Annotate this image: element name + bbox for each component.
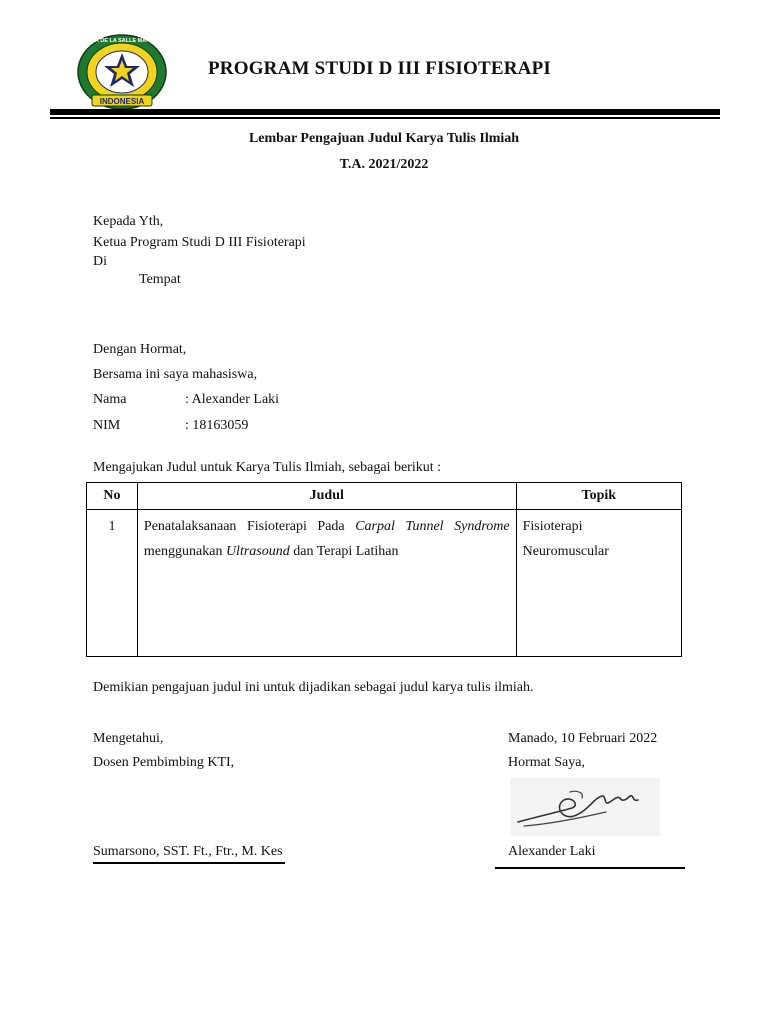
academic-year: T.A. 2021/2022 <box>339 157 429 172</box>
recipient-line-4: Tempat <box>139 272 181 287</box>
handwritten-signature <box>510 778 660 836</box>
student-signature-line <box>495 867 685 869</box>
recipient-line-3: Di <box>93 254 107 269</box>
greeting: Dengan Hormat, <box>93 342 187 357</box>
judul-italic-2: Ultrasound <box>225 544 290 559</box>
judul-text-1: Penatalaksanaan Fisioterapi Pada <box>143 519 356 534</box>
recipient-line-1: Kepada Yth, <box>93 214 164 229</box>
logo-text-bottom: INDONESIA <box>99 97 145 106</box>
cell-judul <box>137 510 516 657</box>
logo-text-top: UNIKA DE LA SALLE MANADO <box>81 38 163 44</box>
left-sign-line-1: Mengetahui, <box>93 731 164 746</box>
intro-line: Bersama ini saya mahasiswa, <box>93 367 258 382</box>
judul-text-3: dan Terapi Latihan <box>289 544 399 559</box>
advisor-name: Sumarsono, SST. Ft., Ftr., M. Kes <box>93 844 283 859</box>
header-rule-thick <box>50 109 720 115</box>
judul-italic-1: Carpal Tunnel Syndrome <box>355 519 510 534</box>
nim-label: NIM <box>93 418 121 433</box>
cell-no: 1 <box>87 510 138 657</box>
document-heading: Lembar Pengajuan Judul Karya Tulis Ilmiah <box>248 131 520 146</box>
cell-topik <box>516 510 681 657</box>
name-label: Nama <box>93 392 127 407</box>
table-row <box>87 510 682 657</box>
table-header-row <box>87 483 682 510</box>
nim-value: : 18163059 <box>185 418 249 433</box>
judul-text-2: menggunakan <box>143 544 226 559</box>
closing-statement: Demikian pengajuan judul ini untuk dijadikan sebagai judul karya tulis ilmiah. <box>93 680 534 695</box>
program-title: PROGRAM STUDI D III FISIOTERAPI <box>208 58 551 79</box>
header-topik: Topik <box>516 483 681 510</box>
recipient-line-2: Ketua Program Studi D III Fisioterapi <box>93 235 306 250</box>
header-no: No <box>87 483 138 510</box>
title-table <box>86 482 682 657</box>
place-date: Manado, 10 Februari 2022 <box>508 731 658 746</box>
advisor-signature-line <box>93 862 285 864</box>
topik-line-1: Fisioterapi <box>522 519 583 534</box>
name-value: : Alexander Laki <box>185 392 280 407</box>
university-logo <box>76 33 168 111</box>
left-sign-line-2: Dosen Pembimbing KTI, <box>93 755 235 770</box>
submission-line: Mengajukan Judul untuk Karya Tulis Ilmiah, sebagai berikut : <box>93 460 442 475</box>
topik-line-2: Neuromuscular <box>522 544 609 559</box>
right-sign-line-2: Hormat Saya, <box>508 755 585 770</box>
header-judul: Judul <box>137 483 516 510</box>
student-name: Alexander Laki <box>508 844 596 859</box>
header-rule-thin <box>50 117 720 119</box>
